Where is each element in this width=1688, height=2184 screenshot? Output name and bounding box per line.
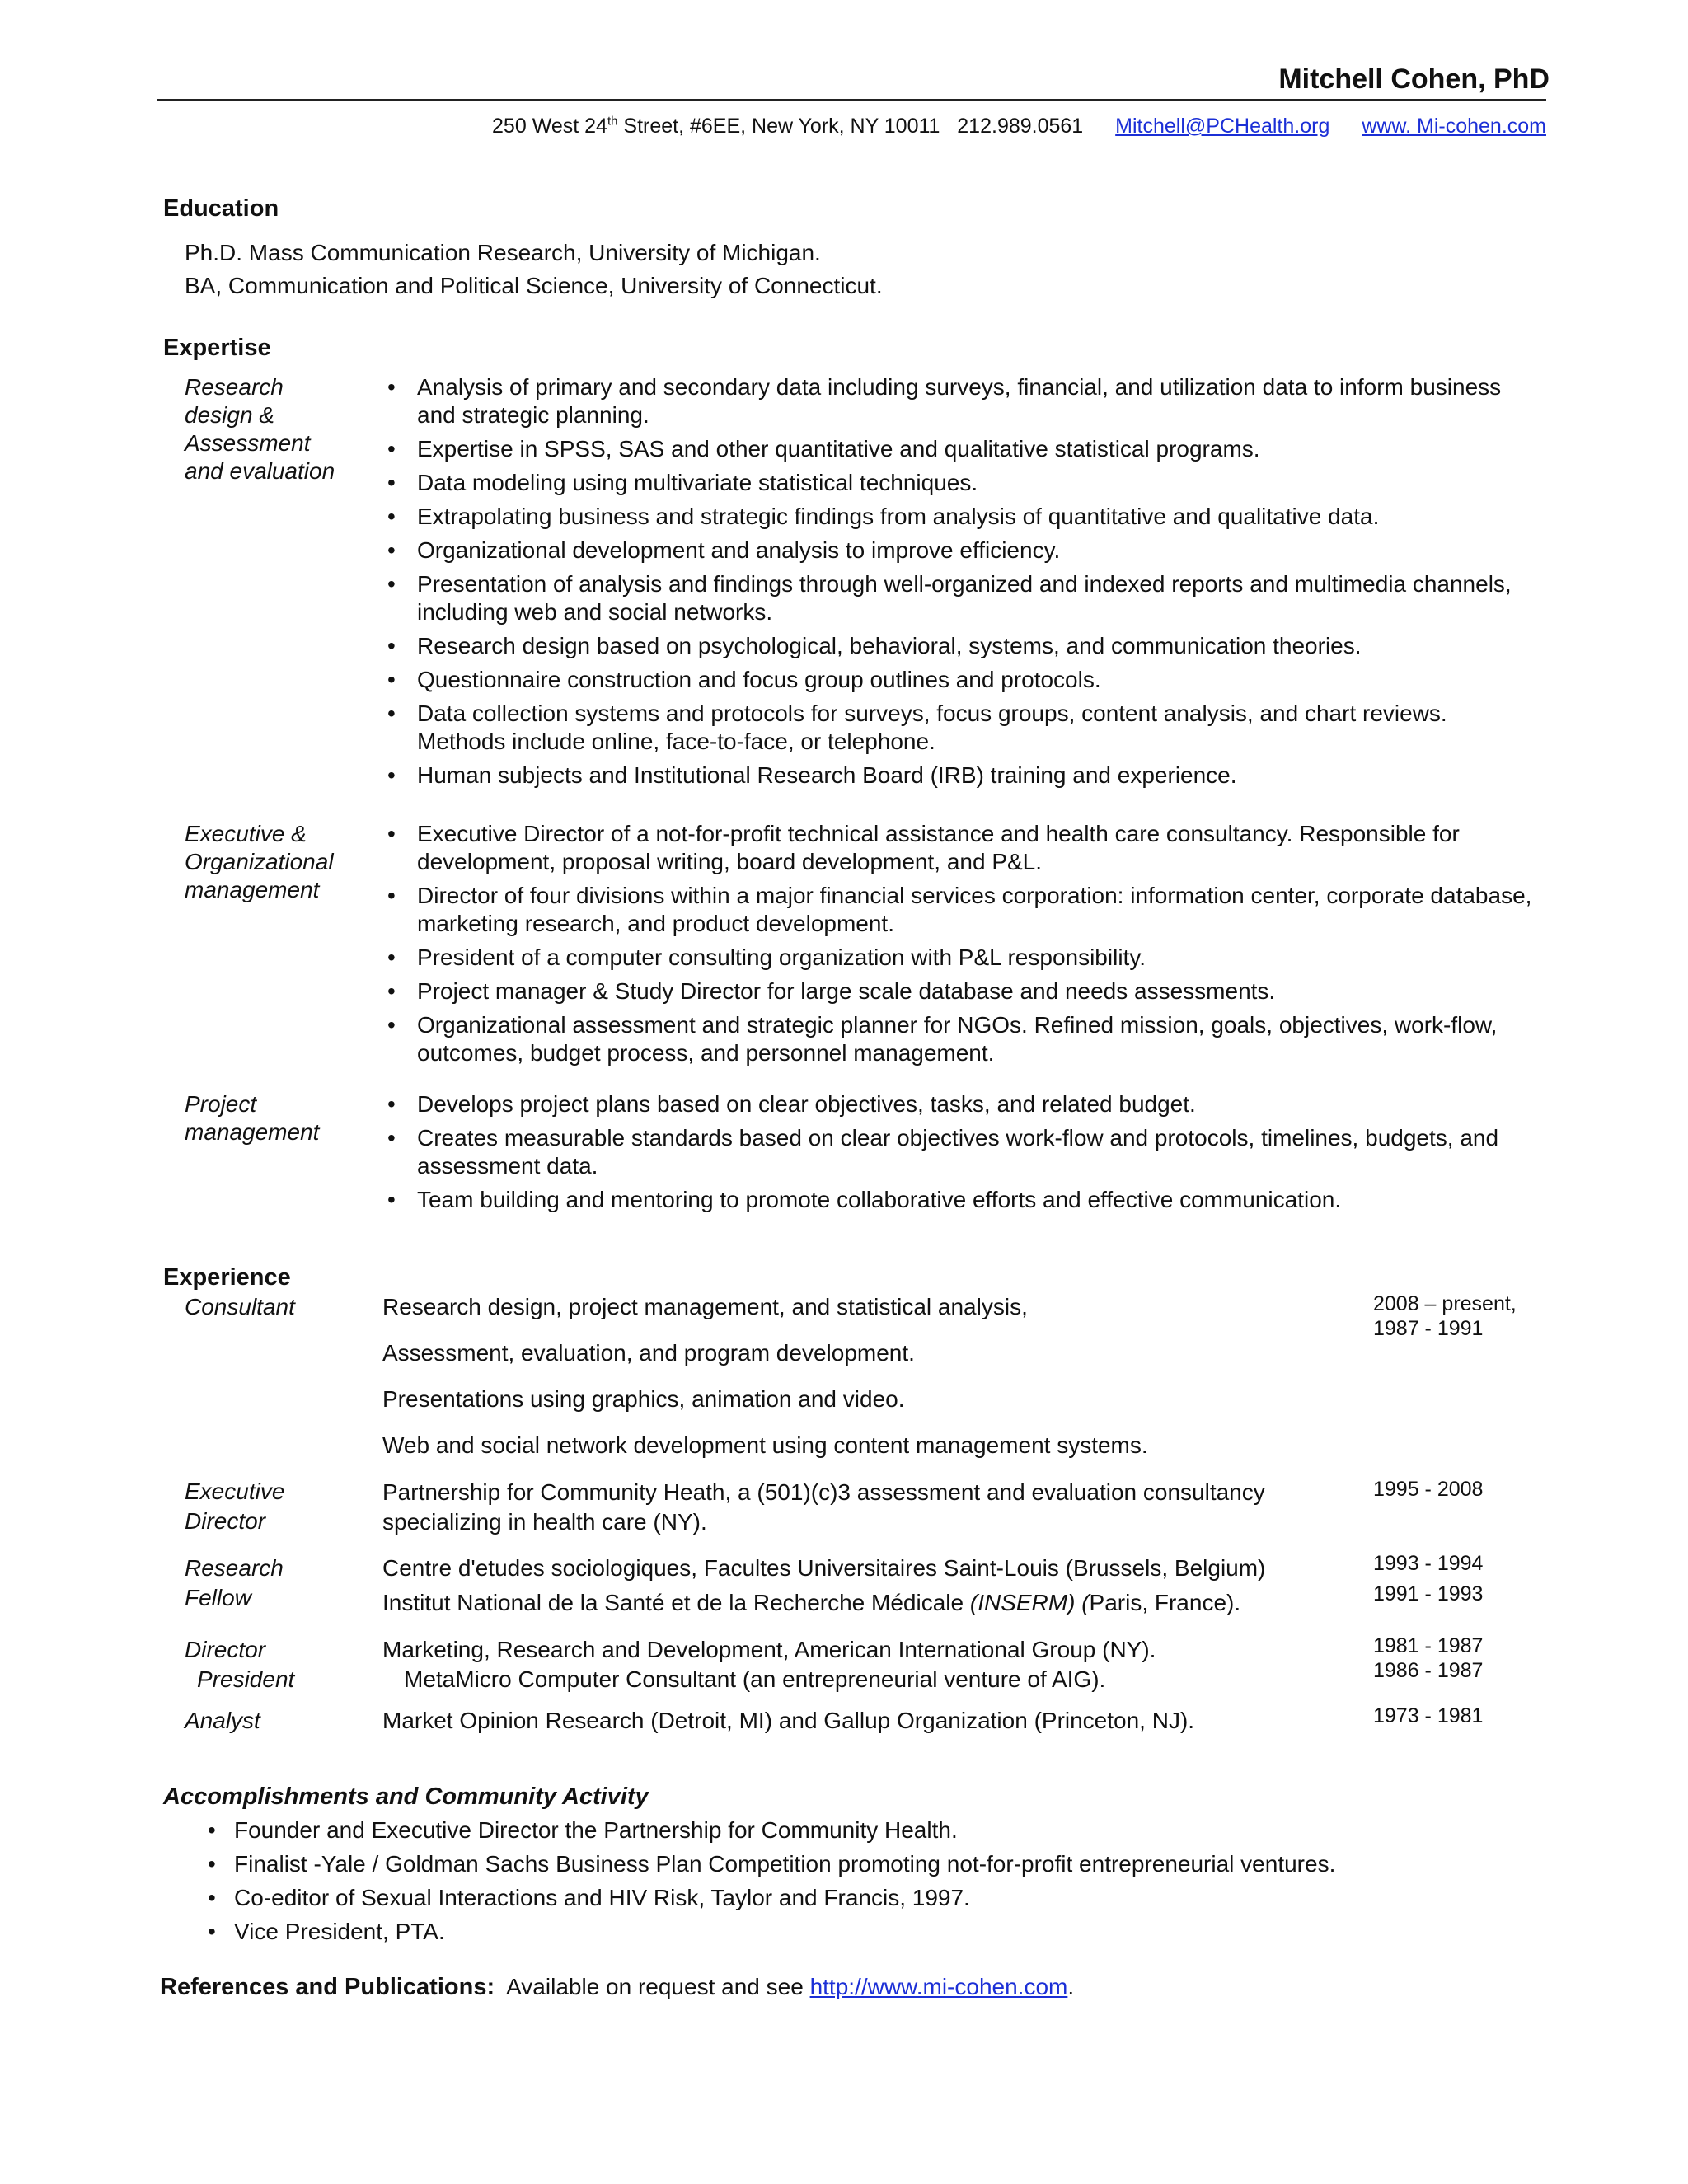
list-item: • Data modeling using multivariate statistical techniques. bbox=[387, 469, 1541, 497]
role-label-fellow: Fellow bbox=[185, 1585, 251, 1610]
list-item: • Executive Director of a not-for-profit technical assistance and health care consultancy. Responsible for development, proposal writing, board development, and P&L. bbox=[387, 820, 1541, 876]
references-link[interactable]: http://www.mi-cohen.com bbox=[809, 1974, 1068, 1999]
list-item: • Data collection systems and protocols for surveys, focus groups, content analysis, and chart reviews. Methods include online, face-to-face, or telephone. bbox=[387, 700, 1541, 756]
role-label-research: Research bbox=[185, 1555, 284, 1581]
education-item: BA, Communication and Political Science, University of Connecticut. bbox=[185, 273, 883, 298]
date-range: 1991 - 1993 bbox=[1373, 1582, 1484, 1605]
phone: 212.989.0561 bbox=[957, 115, 1084, 138]
header-rule bbox=[157, 99, 1546, 101]
date-range: 1981 - 1987 bbox=[1373, 1634, 1484, 1657]
experience-line: Marketing, Research and Development, American International Group (NY). bbox=[382, 1637, 1156, 1662]
education-item: Ph.D. Mass Communication Research, University of Michigan. bbox=[185, 240, 821, 265]
references-line: References and Publications: Available on request and see http://www.mi-cohen.com. bbox=[160, 1974, 1075, 2000]
list-item: • Director of four divisions within a major financial services corporation: information center, corporate database, marketing research, and product development. bbox=[387, 882, 1541, 938]
accomplishments-heading: Accomplishments and Community Activity bbox=[163, 1783, 649, 1810]
list-item: • Finalist -Yale / Goldman Sachs Business Plan Competition promoting not-for-profit entrepreneurial ventures. bbox=[208, 1850, 1526, 1878]
experience-line: Market Opinion Research (Detroit, MI) and Gallup Organization (Princeton, NJ). bbox=[382, 1708, 1195, 1733]
experience-line: Research design, project management, and statistical analysis, bbox=[382, 1294, 1028, 1319]
list-item: • Co-editor of Sexual Interactions and HIV Risk, Taylor and Francis, 1997. bbox=[208, 1884, 1526, 1912]
education-heading: Education bbox=[163, 195, 279, 222]
list-item: • Project manager & Study Director for large scale database and needs assessments. bbox=[387, 977, 1541, 1005]
list-item: • Research design based on psychological, behavioral, systems, and communication theories. bbox=[387, 632, 1541, 660]
experience-line: Institut National de la Santé et de la Recherche Médicale (INSERM) (Paris, France). bbox=[382, 1590, 1241, 1615]
list-item: • Questionnaire construction and focus group outlines and protocols. bbox=[387, 666, 1541, 694]
date-range: 1995 - 2008 bbox=[1373, 1478, 1484, 1501]
list-item: • Organizational assessment and strategic planner for NGOs. Refined mission, goals, objectives, work-flow, outcomes, budget process, and personnel management. bbox=[387, 1011, 1541, 1067]
date-range: 1993 - 1994 bbox=[1373, 1552, 1484, 1575]
list-item: • Develops project plans based on clear objectives, tasks, and related budget. bbox=[387, 1090, 1541, 1118]
accomplishments-list bbox=[208, 1816, 1526, 1952]
date-range: 1986 - 1987 bbox=[1373, 1659, 1484, 1682]
list-item: • Presentation of analysis and findings through well-organized and indexed reports and multimedia channels, including web and social networks. bbox=[387, 570, 1541, 626]
role-label-director: Director bbox=[185, 1508, 266, 1534]
experience-line: MetaMicro Computer Consultant (an entrepreneurial venture of AIG). bbox=[404, 1666, 1106, 1692]
list-item: • Vice President, PTA. bbox=[208, 1918, 1526, 1946]
candidate-name: Mitchell Cohen, PhD bbox=[1278, 63, 1550, 95]
address: 250 West 24th Street, #6EE, New York, NY 10011 bbox=[492, 114, 940, 138]
date-range: 1987 - 1991 bbox=[1373, 1317, 1484, 1340]
role-label-consultant: Consultant bbox=[185, 1294, 295, 1319]
contact-line bbox=[492, 112, 1546, 140]
list-item: • Team building and mentoring to promote collaborative efforts and effective communication. bbox=[387, 1186, 1541, 1214]
experience-line: Centre d'etudes sociologiques, Facultes Universitaires Saint-Louis (Brussels, Belgium) bbox=[382, 1555, 1266, 1581]
list-item: • Creates measurable standards based on clear objectives work-flow and protocols, timelines, budgets, and assessment data. bbox=[387, 1124, 1541, 1180]
expertise-list-research bbox=[387, 373, 1541, 795]
role-label-president: President bbox=[197, 1666, 295, 1692]
list-item: • Extrapolating business and strategic findings from analysis of quantitative and qualitative data. bbox=[387, 503, 1541, 531]
role-label-analyst: Analyst bbox=[185, 1708, 260, 1733]
list-item: • President of a computer consulting organization with P&L responsibility. bbox=[387, 944, 1541, 972]
role-label-executive: Executive bbox=[185, 1479, 285, 1504]
experience-line: Presentations using graphics, animation and video. bbox=[382, 1386, 905, 1412]
list-item: • Expertise in SPSS, SAS and other quantitative and qualitative statistical programs. bbox=[387, 435, 1541, 463]
expertise-category-research: Research design & Assessment and evaluation bbox=[185, 374, 335, 484]
list-item: • Founder and Executive Director the Partnership for Community Health. bbox=[208, 1816, 1526, 1844]
email-link[interactable]: Mitchell@PCHealth.org bbox=[1115, 115, 1330, 138]
expertise-heading: Expertise bbox=[163, 335, 271, 361]
role-label-director: Director bbox=[185, 1637, 266, 1662]
experience-heading: Experience bbox=[163, 1264, 291, 1291]
website-link[interactable]: www. Mi-cohen.com bbox=[1362, 115, 1546, 138]
expertise-category-project: Project management bbox=[185, 1091, 320, 1145]
date-range: 2008 – present, bbox=[1373, 1292, 1517, 1315]
experience-line: Partnership for Community Heath, a (501)(c)3 assessment and evaluation consultancy specializing in health care (NY). bbox=[382, 1479, 1265, 1535]
experience-line: Assessment, evaluation, and program development. bbox=[382, 1340, 915, 1366]
date-range: 1973 - 1981 bbox=[1373, 1704, 1484, 1727]
list-item: • Human subjects and Institutional Research Board (IRB) training and experience. bbox=[387, 762, 1541, 790]
experience-line: Web and social network development using content management systems. bbox=[382, 1432, 1148, 1458]
list-item: • Analysis of primary and secondary data including surveys, financial, and utilization data to inform business and strategic planning. bbox=[387, 373, 1541, 429]
references-label: References and Publications: bbox=[160, 1974, 495, 2000]
expertise-list-project bbox=[387, 1090, 1541, 1220]
list-item: • Organizational development and analysis to improve efficiency. bbox=[387, 537, 1541, 565]
expertise-list-executive bbox=[387, 820, 1541, 1073]
expertise-category-executive: Executive & Organizational management bbox=[185, 821, 334, 902]
